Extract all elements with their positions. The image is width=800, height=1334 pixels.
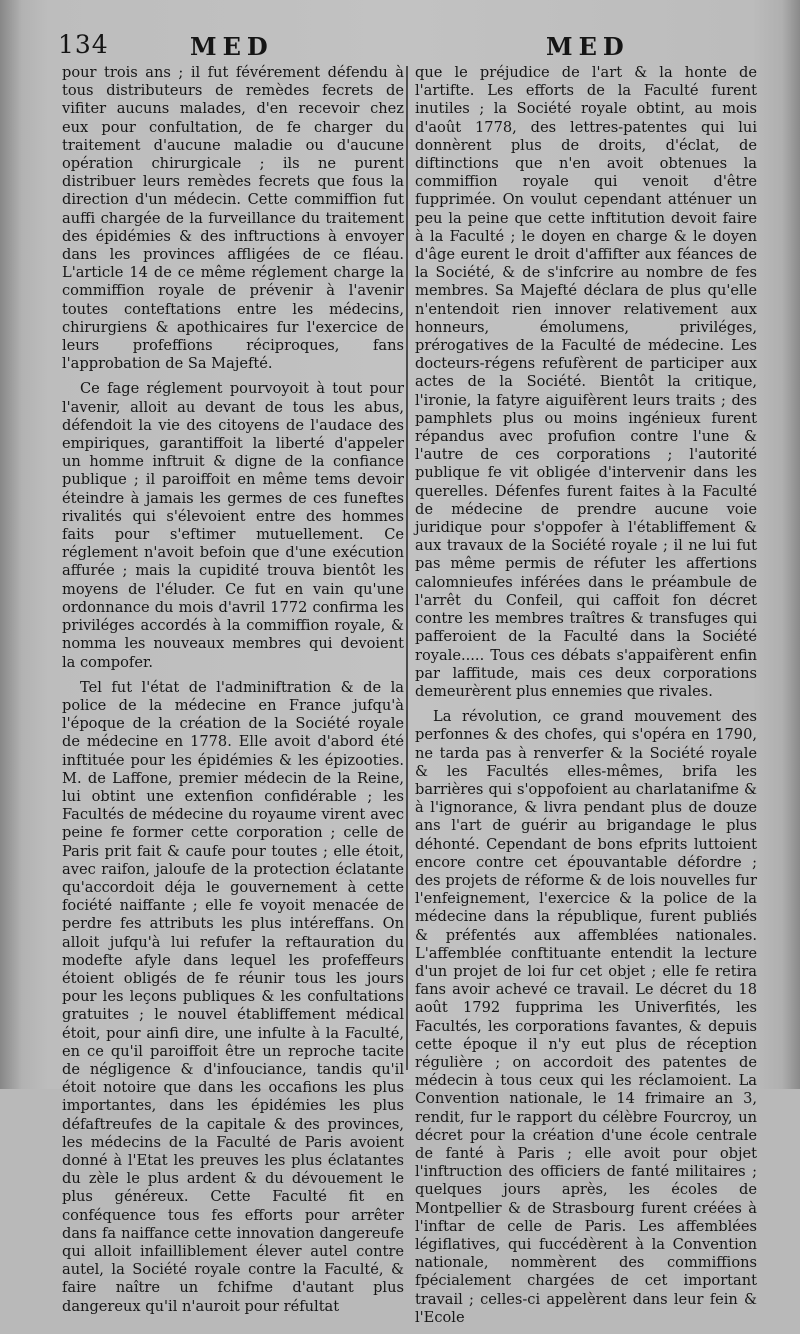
paragraph: Ce fage réglement pourvoyoit à tout pour l'avenir, alloit au devant de tous les abus, défendoit la vie des citoyens de l'audace des empiriques, garantiffoit la liberté d'appeler un homme inftruit & digne de la confiance publique ; il paroiffoit en même tems devoir éteindre à jamais les germes de ces funeftes rivalités qui s'élevoient entre des hommes faits pour s'eftimer mutuellement. Ce réglement n'avoit befoin que d'une exécution affurée ; mais la cupidité trouva bientôt les moyens de l'éluder. Ce fut en vain qu'une ordonnance du mois d'avril 1772 confirma les priviléges accordés à la commiffion royale, & nomma les nouveaux membres qui devoient la compofer.	[62, 380, 404, 671]
page-header	[58, 30, 770, 64]
text-columns	[62, 64, 762, 1326]
page-number: 134	[58, 30, 109, 59]
paragraph: La révolution, ce grand mouvement des perfonnes & des chofes, qui s'opéra en 1790, ne tarda pas à renverfer & la Société royale & les Facultés elles-mêmes, brifa les barrières qui s'oppofoient au charlatanifme & à l'ignorance, & livra pendant plus de douze ans l'art de guérir au brigandage le plus déhonté. Cependant de bons efprits luttoient encore contre cet épouvantable défordre ; des projets de réforme & de lois nouvelles fur l'enfeignement, l'exercice & la police de la médecine dans la république, furent publiés & préfentés aux affemblées nationales. L'affemblée conftituante entendit la lecture d'un projet de loi fur cet objet ; elle fe retira fans avoir achevé ce travail. Le décret du 18 août 1792 fupprima les Univerfités, les Facultés, les corporations favantes, & depuis cette époque il n'y eut plus de réception régulière ; on accordoit des patentes de médecin à tous ceux qui les réclamoient. La Convention nationale, le 14 frimaire an 3, rendit, fur le rapport du célèbre Fourcroy, un décret pour la création d'une école centrale de fanté à Paris ; elle avoit pour objet l'inftruction des officiers de fanté militaires ; quelques jours après, les écoles de Montpellier & de Strasbourg furent créées à l'inftar de celle de Paris. Les affemblées légiflatives, qui fuccédèrent à la Convention nationale, nommèrent des commiffions fpécialement chargées de cet important travail ; celles-ci appelèrent dans leur fein & l'Ecole	[415, 708, 757, 1326]
column-divider	[406, 66, 408, 1070]
binding-shadow	[0, 0, 22, 1089]
paragraph: pour trois ans ; il fut févérement défendu à tous distributeurs de remèdes fecrets de vifiter aucuns malades, d'en recevoir chez eux pour confultation, de fe charger du traitement d'aucune maladie ou d'aucune opération chirurgicale ; ils ne purent distribuer leurs remèdes fecrets que fous la direction d'un médecin. Cette commiffion fut auffi chargée de la furveillance du traitement des épidémies & des inftructions à envoyer dans les provinces affligées de ce fléau. L'article 14 de ce même réglement charge la commiffion royale de prévenir à l'avenir toutes conteftations entre les médecins, chirurgiens & apothicaires fur l'exercice de leurs profeffions réciproques, fans l'approbation de Sa Majefté.	[62, 64, 404, 373]
right-column	[415, 64, 757, 1334]
edge-shadow	[782, 0, 800, 1089]
paragraph: que le préjudice de l'art & la honte de l'artifte. Les efforts de la Faculté furent inutiles ; la Société royale obtint, au mois d'août 1778, des lettres-patentes qui lui donnèrent plus de droits, d'éclat, de diftinctions que n'en avoit obtenues la commiffion royale qui venoit d'être fupprimée. On voulut cependant atténuer un peu la peine que cette inftitution devoit faire à la Faculté ; le doyen en charge & le doyen d'âge eurent le droit d'affifter aux féances de la Société, & de s'infcrire au nombre de fes membres. Sa Majefté déclara de plus qu'elle n'entendoit rien innover relativement aux honneurs, émolumens, priviléges, prérogatives de la Faculté de médecine. Les docteurs-régens refufèrent de participer aux actes de la Société. Bientôt la critique, l'ironie, la fatyre aiguifèrent leurs traits ; des pamphlets plus ou moins ingénieux furent répandus avec profufion contre l'une & l'autre de ces corporations ; l'autorité publique fe vit obligée d'intervenir dans les querelles. Défenfes furent faites à la Faculté de médecine de prendre aucune voie juridique pour s'oppofer à l'établiffement & aux travaux de la Société royale ; il ne lui fut pas même permis de réfuter les affertions calomnieufes inférées dans le préambule de l'arrêt du Confeil, qui caffoit fon décret contre les membres traîtres & transfuges qui pafferoient de la Faculté dans la Société royale..... Tous ces débats s'appaifèrent enfin par laffitude, mais ces deux corporations demeurèrent plus ennemies que rivales.	[415, 64, 757, 700]
paragraph: Tel fut l'état de l'adminiftration & de la police de la médecine en France jufqu'à l'époque de la création de la Société royale de médecine en 1778. Elle avoit d'abord été inftituée pour les épidémies & les épizooties. M. de Laffone, premier médecin de la Reine, lui obtint une extenfion confidérable ; les Facultés de médecine du royaume virent avec peine fe former cette corporation ; celle de Paris prit fait & caufe pour toutes ; elle étoit, avec raifon, jaloufe de la protection éclatante qu'accordoit déja le gouvernement à cette fociété naiffante ; elle fe voyoit menacée de perdre fes attributs les plus intéreffans. On alloit jufqu'à lui refufer la reftauration du modefte afyle dans lequel les profeffeurs étoient obligés de fe réunir tous les jours pour les leçons publiques & les confultations gratuites ; le nouvel établiffement médical étoit, pour ainfi dire, une infulte à la Faculté, en ce qu'il paroiffoit être un reproche tacite de négligence & d'infouciance, tandis qu'il étoit notoire que dans les occafions les plus importantes, dans les épidémies les plus défaftreufes de la capitale & des provinces, les médecins de la Faculté de Paris avoient donné à l'Etat les preuves les plus éclatantes du zèle le plus ardent & du dévouement le plus généreux. Cette Faculté fit en conféquence tous fes efforts pour arrêter dans fa naiffance cette innovation dangereufe qui alloit infailliblement élever autel contre autel, la Société royale contre la Faculté, & faire naître un fchifme d'autant plus dangereux qu'il n'auroit pour réfultat	[62, 678, 404, 1315]
left-column	[62, 64, 404, 1323]
running-head-left: MED	[190, 32, 274, 61]
running-head-right: MED	[546, 32, 630, 61]
